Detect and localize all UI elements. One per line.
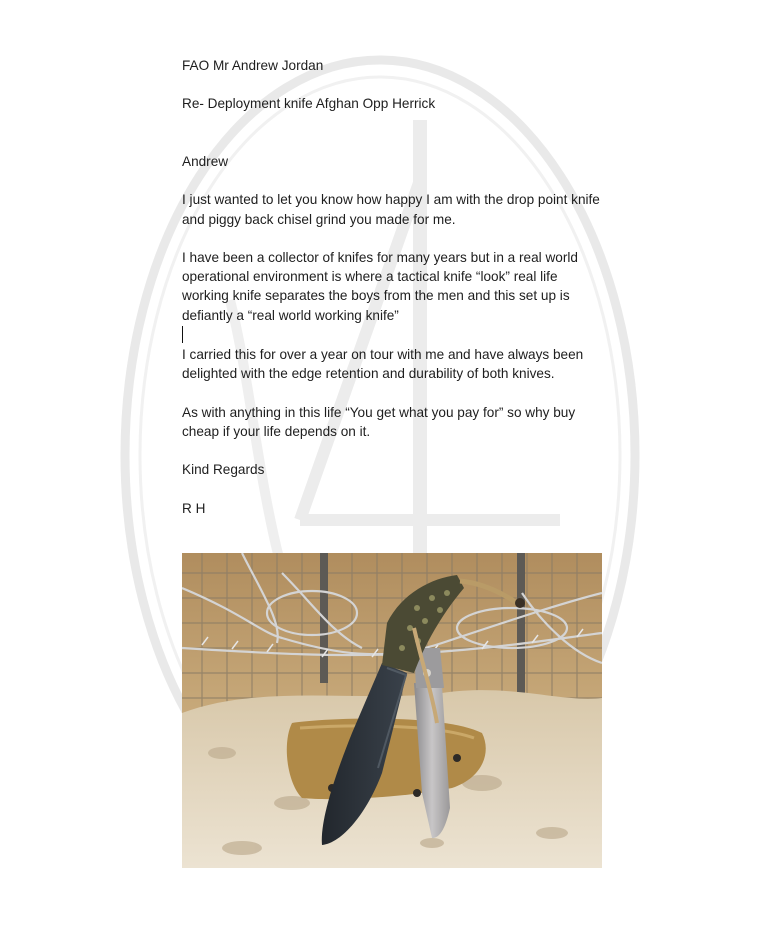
paragraph-4: As with anything in this life “You get what you pay for” so why buy cheap if your life depends on it. <box>182 404 576 439</box>
paragraph-1: I just wanted to let you know how happy I am with the drop point knife and piggy back chisel grind you made for me. <box>182 192 600 227</box>
addressee-line: FAO Mr Andrew Jordan <box>182 58 324 73</box>
paragraph-2: I have been a collector of knifes for many years but in a real world operational environment is where a tactical knife “look” real life working knife separates the boys from the men and this set up is defiantly a “real world working knife” <box>182 249 578 323</box>
salutation: Andrew <box>182 153 229 169</box>
text-cursor <box>182 326 183 343</box>
knife-photo <box>182 553 602 868</box>
letter-body <box>182 56 602 537</box>
signature-initials: R H <box>182 500 206 516</box>
paragraph-3: I carried this for over a year on tour with me and have always been delighted with the edge retention and durability of both knives. <box>182 346 584 382</box>
subject-line: Re- Deployment knife Afghan Opp Herrick <box>182 96 436 112</box>
closing-line: Kind Regards <box>182 462 265 478</box>
